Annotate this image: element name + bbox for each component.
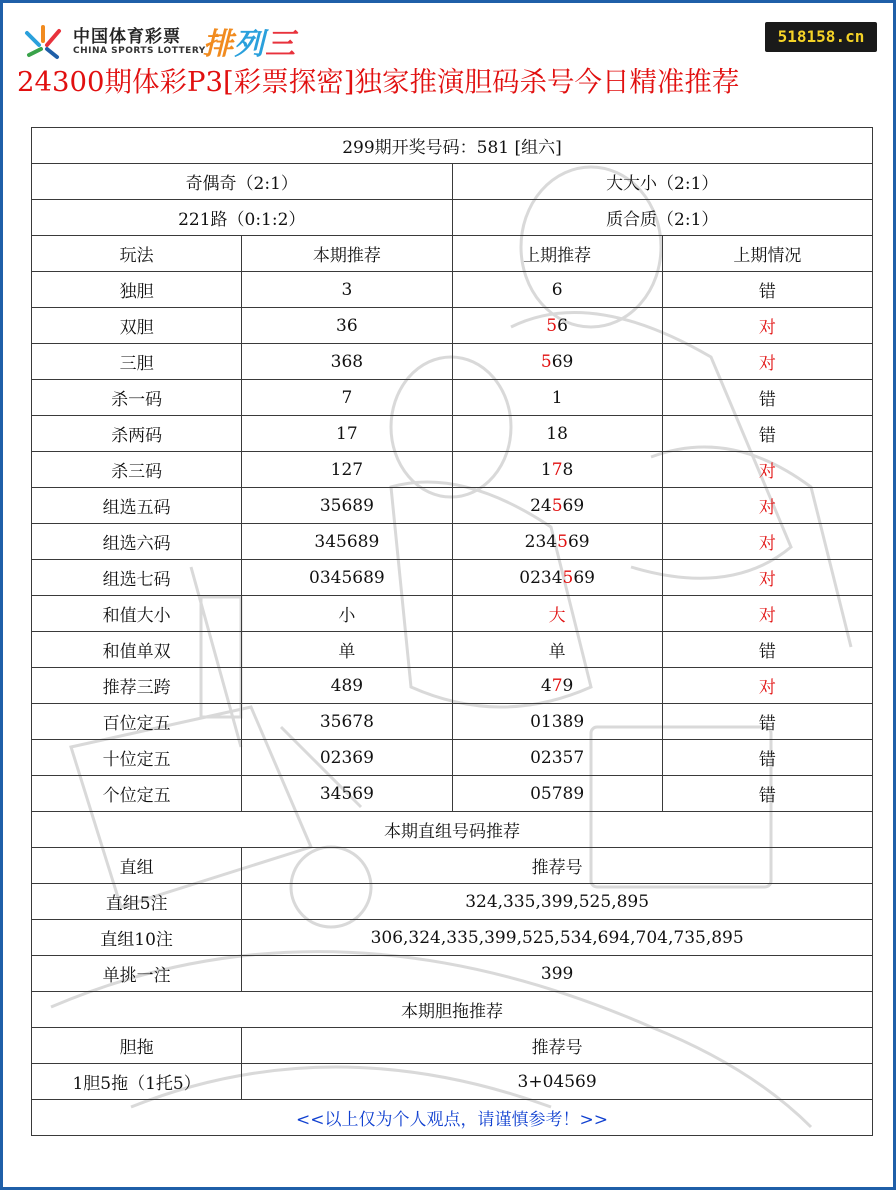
table-row	[32, 776, 873, 812]
digit-text: 69	[567, 531, 590, 552]
table-row	[32, 488, 873, 524]
previous-recommendation	[452, 704, 662, 740]
previous-recommendation	[452, 776, 662, 812]
digit-text: 单	[548, 642, 566, 662]
previous-result: 对	[662, 308, 872, 344]
danto-numbers: 3+04569	[242, 1064, 873, 1100]
direct-row	[32, 920, 873, 956]
previous-recommendation	[452, 488, 662, 524]
logo-chinese-text: 中国体育彩票	[73, 27, 181, 47]
table-row	[32, 632, 873, 668]
previous-recommendation	[452, 272, 662, 308]
hit-digit: 5	[562, 567, 574, 588]
previous-result: 错	[662, 632, 872, 668]
digit-text: 18	[546, 423, 568, 444]
play-name: 双胆	[32, 308, 242, 344]
current-recommendation: 127	[242, 452, 452, 488]
pattern-row	[32, 200, 873, 236]
hit-digit: 5	[546, 315, 558, 336]
previous-result: 错	[662, 704, 872, 740]
danto-header-left: 胆拖	[32, 1028, 242, 1064]
previous-recommendation	[452, 632, 662, 668]
table-row	[32, 560, 873, 596]
digit-text: 1	[540, 459, 552, 480]
play-name: 十位定五	[32, 740, 242, 776]
previous-recommendation	[452, 740, 662, 776]
danto-header-row	[32, 1028, 873, 1064]
hit-digit: 5	[557, 531, 568, 552]
digit-text: 9	[562, 675, 574, 696]
hit-digit: 5	[540, 351, 552, 372]
table-row	[32, 668, 873, 704]
previous-recommendation	[452, 308, 662, 344]
previous-recommendation	[452, 380, 662, 416]
current-recommendation: 单	[242, 632, 452, 668]
current-recommendation: 02369	[242, 740, 452, 776]
hit-digit: 5	[551, 495, 563, 516]
table-row	[32, 344, 873, 380]
previous-recommendation	[452, 344, 662, 380]
current-recommendation: 34569	[242, 776, 452, 812]
digit-text: 1	[551, 387, 563, 408]
road-pattern: 221路（0:1:2）	[32, 200, 453, 236]
site-badge: 518158.cn	[765, 22, 877, 52]
digit-text: 02357	[530, 747, 585, 768]
digit-text: 01389	[530, 711, 585, 732]
play-name: 和值大小	[32, 596, 242, 632]
current-recommendation: 小	[242, 596, 452, 632]
direct-label: 直组5注	[32, 884, 242, 920]
digit-text: 0234	[519, 567, 563, 588]
page-title: 24300期体彩P3[彩票探密]独家推演胆码杀号今日精准推荐	[17, 66, 740, 98]
direct-numbers: 306,324,335,399,525,534,694,704,735,895	[242, 920, 873, 956]
column-header-current: 本期推荐	[242, 236, 452, 272]
current-recommendation: 36	[242, 308, 452, 344]
pattern-row	[32, 164, 873, 200]
header	[3, 3, 893, 115]
direct-header-right: 推荐号	[242, 848, 873, 884]
table-row	[32, 272, 873, 308]
current-recommendation: 345689	[242, 524, 452, 560]
direct-header-left: 直组	[32, 848, 242, 884]
previous-result: 错	[662, 380, 872, 416]
play-name: 个位定五	[32, 776, 242, 812]
column-header-result: 上期情况	[662, 236, 872, 272]
current-recommendation: 35678	[242, 704, 452, 740]
digit-text: 05789	[530, 783, 585, 804]
danto-row	[32, 1064, 873, 1100]
current-recommendation: 489	[242, 668, 452, 704]
digit-text: 8	[562, 459, 574, 480]
direct-row	[32, 956, 873, 992]
previous-result: 对	[662, 560, 872, 596]
play-name: 杀两码	[32, 416, 242, 452]
previous-recommendation	[452, 452, 662, 488]
draw-result: 299期开奖号码：581 [组六]	[32, 128, 873, 164]
previous-result: 对	[662, 668, 872, 704]
play-name: 组选六码	[32, 524, 242, 560]
direct-section-row	[32, 812, 873, 848]
previous-recommendation	[452, 524, 662, 560]
current-recommendation: 368	[242, 344, 452, 380]
previous-recommendation	[452, 668, 662, 704]
hit-digit: 7	[551, 459, 563, 480]
table-row	[32, 704, 873, 740]
play-name: 独胆	[32, 272, 242, 308]
previous-recommendation	[452, 596, 662, 632]
play-name: 杀三码	[32, 452, 242, 488]
direct-row	[32, 884, 873, 920]
digit-text: 69	[551, 351, 574, 372]
digit-text: 234	[524, 531, 558, 552]
current-recommendation: 0345689	[242, 560, 452, 596]
brand-name: 排列三	[203, 27, 296, 62]
play-name: 组选五码	[32, 488, 242, 524]
column-header-play: 玩法	[32, 236, 242, 272]
danto-section-title: 本期胆拖推荐	[32, 992, 873, 1028]
play-name: 杀一码	[32, 380, 242, 416]
play-name: 推荐三跨	[32, 668, 242, 704]
prime-pattern: 质合质（2:1）	[452, 200, 873, 236]
danto-label: 1胆5拖（1托5）	[32, 1064, 242, 1100]
play-name: 和值单双	[32, 632, 242, 668]
danto-header-right: 推荐号	[242, 1028, 873, 1064]
digit-text: 4	[540, 675, 552, 696]
logo-english-text: CHINA SPORTS LOTTERY	[73, 46, 206, 56]
draw-row	[32, 128, 873, 164]
current-recommendation: 3	[242, 272, 452, 308]
direct-header-row	[32, 848, 873, 884]
odd-even-pattern: 奇偶奇（2:1）	[32, 164, 453, 200]
previous-result: 错	[662, 740, 872, 776]
table-row	[32, 308, 873, 344]
digit-text: 69	[562, 495, 585, 516]
previous-result: 错	[662, 776, 872, 812]
prediction-table	[31, 127, 873, 1136]
big-small-pattern: 大大小（2:1）	[452, 164, 873, 200]
table-row	[32, 380, 873, 416]
hit-digit: 大	[548, 606, 566, 626]
direct-label: 直组10注	[32, 920, 242, 956]
disclaimer-text: <<以上仅为个人观点，请谨慎参考！>>	[32, 1100, 873, 1136]
digit-text: 6	[557, 315, 568, 336]
direct-numbers: 324,335,399,525,895	[242, 884, 873, 920]
table-row	[32, 416, 873, 452]
previous-recommendation	[452, 416, 662, 452]
hit-digit: 7	[551, 675, 563, 696]
previous-result: 对	[662, 452, 872, 488]
previous-result: 错	[662, 416, 872, 452]
play-name: 组选七码	[32, 560, 242, 596]
previous-result: 错	[662, 272, 872, 308]
digit-text: 69	[573, 567, 595, 588]
table-header-row	[32, 236, 873, 272]
previous-result: 对	[662, 524, 872, 560]
direct-numbers: 399	[242, 956, 873, 992]
digit-text: 6	[551, 279, 563, 300]
direct-label: 单挑一注	[32, 956, 242, 992]
current-recommendation: 35689	[242, 488, 452, 524]
play-name: 百位定五	[32, 704, 242, 740]
previous-result: 对	[662, 596, 872, 632]
table-row	[32, 452, 873, 488]
direct-section-title: 本期直组号码推荐	[32, 812, 873, 848]
play-name: 三胆	[32, 344, 242, 380]
table-row	[32, 596, 873, 632]
current-recommendation: 17	[242, 416, 452, 452]
digit-text: 24	[530, 495, 552, 516]
danto-section-row	[32, 992, 873, 1028]
prediction-table-area	[31, 127, 873, 1137]
table-row	[32, 524, 873, 560]
previous-recommendation	[452, 560, 662, 596]
current-recommendation: 7	[242, 380, 452, 416]
previous-result: 对	[662, 344, 872, 380]
previous-result: 对	[662, 488, 872, 524]
footer-row	[32, 1100, 873, 1136]
table-row	[32, 740, 873, 776]
column-header-previous: 上期推荐	[452, 236, 662, 272]
